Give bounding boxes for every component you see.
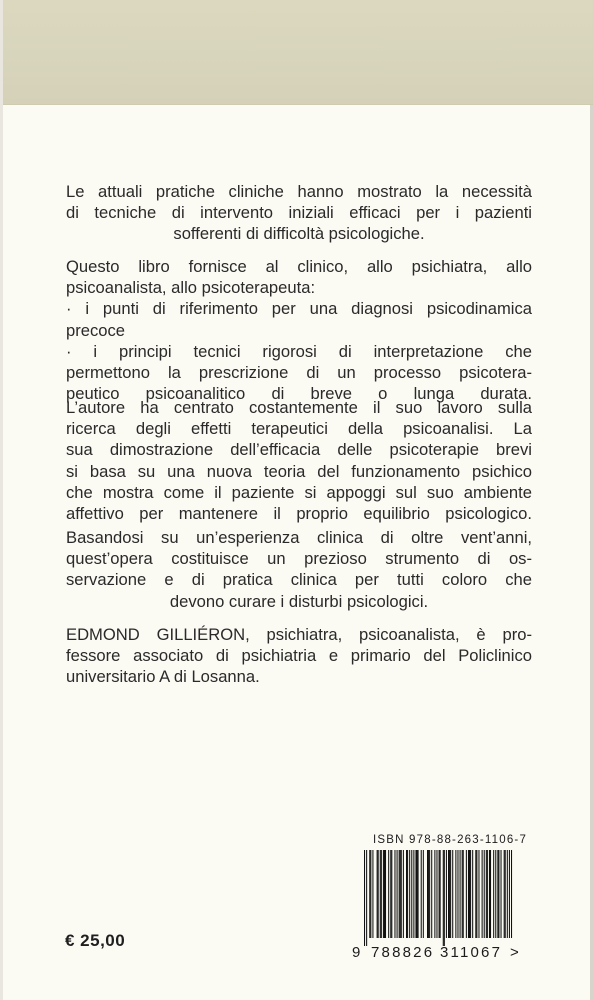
barcode-bar: [434, 850, 435, 938]
barcode-bar: [468, 850, 469, 938]
text-line: permettono la prescrizione di un processo psicotera-: [66, 363, 532, 383]
barcode-bar: [399, 850, 400, 938]
text-line: · i punti di riferimento per una diagnosi psicodinamica: [66, 299, 532, 319]
barcode-bar: [457, 850, 458, 938]
barcode-bar: [366, 850, 367, 946]
barcode-chevron: >: [510, 944, 519, 961]
text-line: universitario A di Losanna.: [66, 667, 260, 687]
barcode-bar: [383, 850, 384, 938]
barcode-bar: [487, 850, 488, 938]
text-line: devono curare i disturbi psicologici.: [169, 591, 429, 611]
barcode-lead-digit: 9: [352, 944, 361, 961]
barcode-bar: [429, 850, 430, 938]
barcode-bar: [466, 850, 467, 938]
barcode-bar: [372, 850, 373, 938]
barcode-bar: [364, 850, 365, 946]
barcode-bar: [400, 850, 401, 938]
barcode-bar: [475, 850, 476, 938]
paragraph-2: [66, 256, 532, 404]
paragraph-3: [66, 397, 532, 524]
barcode-bar: [407, 850, 408, 938]
price-label: € 25,00: [65, 931, 126, 950]
text-line: servazione e di pratica clinica per tutti coloro che: [66, 570, 532, 590]
barcode-bar: [409, 850, 410, 938]
text-line: precoce: [66, 320, 126, 340]
barcode-bar: [482, 850, 483, 938]
barcode-bar: [476, 850, 477, 938]
barcode-bar: [448, 850, 449, 938]
barcode-bar: [421, 850, 422, 938]
barcode-bar: [369, 850, 370, 938]
barcode-bar: [505, 850, 506, 938]
barcode-bar: [417, 850, 418, 938]
barcode-bar: [493, 850, 494, 938]
barcode-bar: [455, 850, 456, 938]
barcode-bar: [406, 850, 407, 938]
barcode-bar: [504, 850, 505, 938]
paragraph-1: [66, 181, 532, 245]
barcode-bar: [478, 850, 479, 938]
barcode-bar: [394, 850, 395, 938]
barcode-bar: [484, 850, 485, 938]
barcode-bar: [384, 850, 385, 938]
text-line: L’autore ha centrato costantemente il suo lavoro sulla: [66, 398, 532, 417]
barcode-bar: [440, 850, 441, 938]
barcode-bar: [378, 850, 379, 938]
barcode-bar: [403, 850, 404, 938]
barcode-bar: [415, 850, 416, 938]
barcode-bar: [486, 850, 487, 938]
text-line: quest’opera costituisce un prezioso strumento di os-: [66, 549, 532, 569]
barcode-bar: [444, 850, 445, 946]
barcode-bar: [388, 850, 389, 938]
barcode-bar: [380, 850, 381, 938]
barcode-bar: [509, 850, 510, 938]
barcode-bar: [497, 850, 498, 938]
barcode-bar: [511, 850, 512, 938]
barcode-bar: [443, 850, 444, 946]
barcode-bar: [460, 850, 461, 938]
barcode-bar: [436, 850, 437, 938]
text-line: EDMOND GILLIÉRON, psichiatra, psicoanalista, è pro-: [66, 625, 532, 644]
barcode-bar: [401, 850, 402, 938]
top-color-band: [3, 0, 593, 105]
barcode-bar: [498, 850, 499, 938]
barcode-bar: [418, 850, 419, 938]
barcode-bar: [463, 850, 464, 938]
barcode-bar: [450, 850, 451, 938]
barcode-bar: [413, 850, 414, 938]
barcode-digits-right: 311067: [440, 944, 503, 961]
barcode-bar: [470, 850, 471, 938]
text-line: psicoanalista, allo psicoterapeuta:: [66, 278, 316, 298]
barcode-bar: [423, 850, 424, 938]
barcode-bar: [495, 850, 496, 938]
text-line: di tecniche di intervento iniziali efficaci per i pazienti: [66, 203, 532, 223]
isbn-label: ISBN 978-88-263-1106-7: [373, 834, 528, 846]
isbn-barcode: [352, 834, 528, 968]
barcode-icon: [352, 850, 522, 946]
barcode-bar: [449, 850, 450, 938]
barcode-bar: [472, 850, 473, 938]
barcode-bar: [507, 850, 508, 938]
barcode-bar: [428, 850, 429, 938]
barcode-bar: [391, 850, 392, 938]
barcode-bar: [427, 850, 428, 938]
barcode-bar: [385, 850, 386, 938]
barcode-bar: [490, 850, 491, 938]
text-line: peutico psicoanalitico di breve o lunga durata.: [66, 384, 532, 404]
barcode-bar: [381, 850, 382, 938]
barcode-bar: [431, 850, 432, 938]
paragraph-4: [66, 527, 532, 612]
barcode-bar: [446, 850, 447, 938]
barcode-bar: [397, 850, 398, 938]
barcode-bar: [377, 850, 378, 938]
text-line: che mostra come il paziente si appoggi sul suo ambiente: [66, 482, 532, 502]
barcode-bar: [390, 850, 391, 938]
barcode-bar: [501, 850, 502, 938]
text-line: affettivo per mantenere il proprio equilibrio psicologico.: [66, 504, 532, 524]
author-bio: [66, 624, 532, 688]
barcode-bar: [411, 850, 412, 938]
barcode-bar: [469, 850, 470, 938]
barcode-bar: [370, 850, 371, 938]
barcode-bar: [439, 850, 440, 938]
text-line: sua dimostrazione dell’efficacia delle psicoterapie brevi: [66, 440, 532, 460]
text-line: · i principi tecnici rigorosi di interpretazione che: [66, 341, 532, 361]
barcode-bar: [489, 850, 490, 938]
text-line: ricerca degli effetti terapeutici della psicoanalisi. La: [66, 419, 532, 439]
barcode-bar: [462, 850, 463, 938]
text-line: Le attuali pratiche cliniche hanno mostrato la necessità: [66, 182, 532, 201]
text-line: sofferenti di difficoltà psicologiche.: [173, 224, 425, 244]
barcode-digits-left: 788826: [371, 944, 435, 961]
text-line: Questo libro fornisce al clinico, allo psichiatra, allo: [66, 257, 532, 276]
barcode-bar: [452, 850, 453, 938]
text-line: si basa su una nuova teoria del funzionamento psichico: [66, 461, 532, 481]
text-line: Basandosi su un’esperienza clinica di oltre vent’anni,: [66, 528, 532, 547]
text-line: fessore associato di psichiatria e primario del Policlinico: [66, 646, 532, 666]
